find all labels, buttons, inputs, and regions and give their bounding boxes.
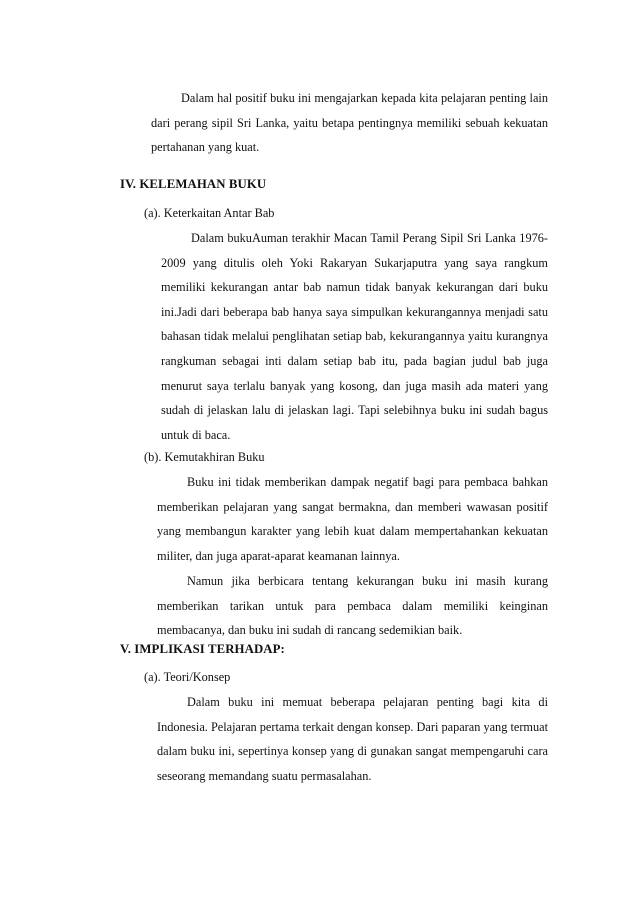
section-5-sub-a-paragraph	[157, 690, 548, 788]
section-4-sub-a-paragraph-text: Dalam bukuAuman terakhir Macan Tamil Perang Sipil Sri Lanka 1976-2009 yang ditulis oleh Yoki Rakaryan Sukarjaputra yang saya rangkum memiliki kekurangan antar bab namun tidak banyak kekurangan dari buku ini.Jadi dari beberapa bab hanya saya simpulkan kekurangannya menjadi satu bahasan tidak melalui penglihatan setiap bab, kekurangannya yaitu kurangnya rangkuman sebagai inti dalam setiap bab itu, pada bagian judul bab juga menurut saya terlalu banyak yang kosong, dan juga masih ada materi yang sudah di jelaskan lalu di jelaskan lagi. Tapi selebihnya buku ini sudah bagus untuk di baca.	[161, 231, 548, 442]
section-4-sub-b-paragraph-1	[157, 470, 548, 568]
section-4-sub-a-label: (a). Keterkaitan Antar Bab	[144, 206, 275, 220]
section-5-sub-a-paragraph-text: Dalam buku ini memuat beberapa pelajaran penting bagi kita di Indonesia. Pelajaran pertama terkait dengan konsep. Dari paparan yang termuat dalam buku ini, sepertinya konsep yang di gunakan sangat mempengaruhi cara seseorang memandang suatu permasalahan.	[157, 695, 548, 783]
section-4-heading: IV. KELEMAHAN BUKU	[120, 177, 267, 191]
section-4-sub-b-label: (b). Kemutakhiran Buku	[144, 450, 265, 464]
section-4-sub-b-paragraph-1-text: Buku ini tidak memberikan dampak negatif bagi para pembaca bahkan memberikan pelajaran yang sangat bermakna, dan memberi wawasan positif yang membangun karakter yang lebih kuat dalam mempertahankan kekuatan militer, dan juga aparat-aparat keamanan lainnya.	[157, 475, 548, 563]
section-4-sub-a-paragraph	[161, 226, 548, 447]
section-5-heading: V. IMPLIKASI TERHADAP:	[120, 642, 285, 656]
section-4-sub-b-paragraph-2	[157, 569, 548, 643]
section-4-sub-b-paragraph-2-text: Namun jika berbicara tentang kekurangan buku ini masih kurang memberikan tarikan untuk para pembaca dalam memiliki keinginan membacanya, dan buku ini sudah di rancang sedemikian baik.	[157, 574, 548, 638]
section-5-sub-a-label: (a). Teori/Konsep	[144, 670, 231, 684]
intro-paragraph-text: Dalam hal positif buku ini mengajarkan kepada kita pelajaran penting lain dari perang sipil Sri Lanka, yaitu betapa pentingnya memiliki sebuah kekuatan pertahanan yang kuat.	[151, 91, 548, 155]
intro-paragraph	[151, 86, 548, 160]
